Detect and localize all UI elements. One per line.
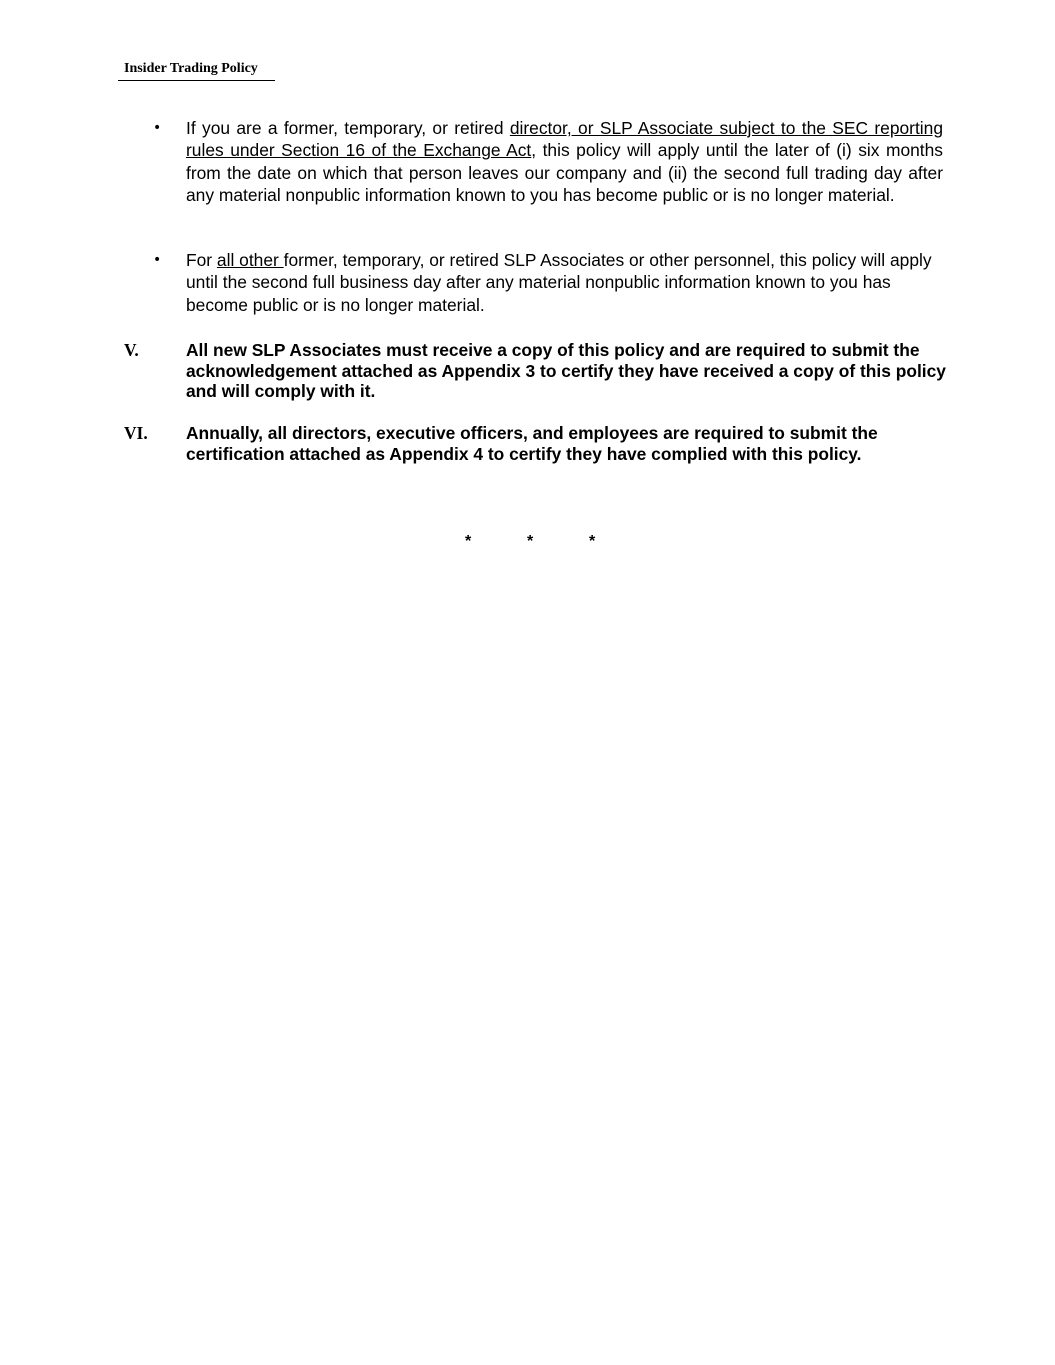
end-mark: * bbox=[527, 533, 534, 550]
section-number-vi: VI. bbox=[124, 423, 148, 443]
end-of-document-marks bbox=[465, 532, 651, 552]
section-text-vi: Annually, all directors, executive officers, and employees are required to submit the certification attached as Appendix 4 to certify they have complied with this policy. bbox=[186, 423, 878, 464]
end-mark: * bbox=[465, 533, 472, 550]
section-number-v: V. bbox=[124, 340, 139, 360]
bullet-underlined-text: director, or SLP Associate subject to the SEC reporting rules under Section 16 of the Exchange Act bbox=[186, 118, 943, 161]
bullet-underlined-text: all other bbox=[216, 250, 284, 270]
bullet-text-end: , this policy will apply until the later of (i) six months from the date on which that person leaves our company and (ii) the second full trading day after any material nonpublic information known to you has become public or is no longer material. bbox=[186, 140, 944, 205]
bullet-text-start: For bbox=[186, 250, 217, 270]
bullet-paragraph-other-personnel bbox=[186, 249, 943, 316]
section-text-v: All new SLP Associates must receive a copy of this policy and are required to submit the acknowledgement attached as Appendix 3 to certify they have received a copy of this policy and will comply with it. bbox=[186, 340, 946, 401]
end-mark: * bbox=[589, 533, 596, 550]
page-header-title: Insider Trading Policy bbox=[118, 60, 275, 81]
bullet-marker: • bbox=[153, 252, 162, 268]
bullet-paragraph-former-directors bbox=[186, 117, 943, 206]
bullet-text-end: former, temporary, or retired SLP Associates or other personnel, this policy will apply until the second full business day after any material nonpublic information known to you has become public or is no longer material. bbox=[186, 250, 932, 315]
bullet-text-start: If you are a former, temporary, or retired bbox=[186, 118, 510, 138]
bullet-marker: • bbox=[153, 120, 162, 136]
